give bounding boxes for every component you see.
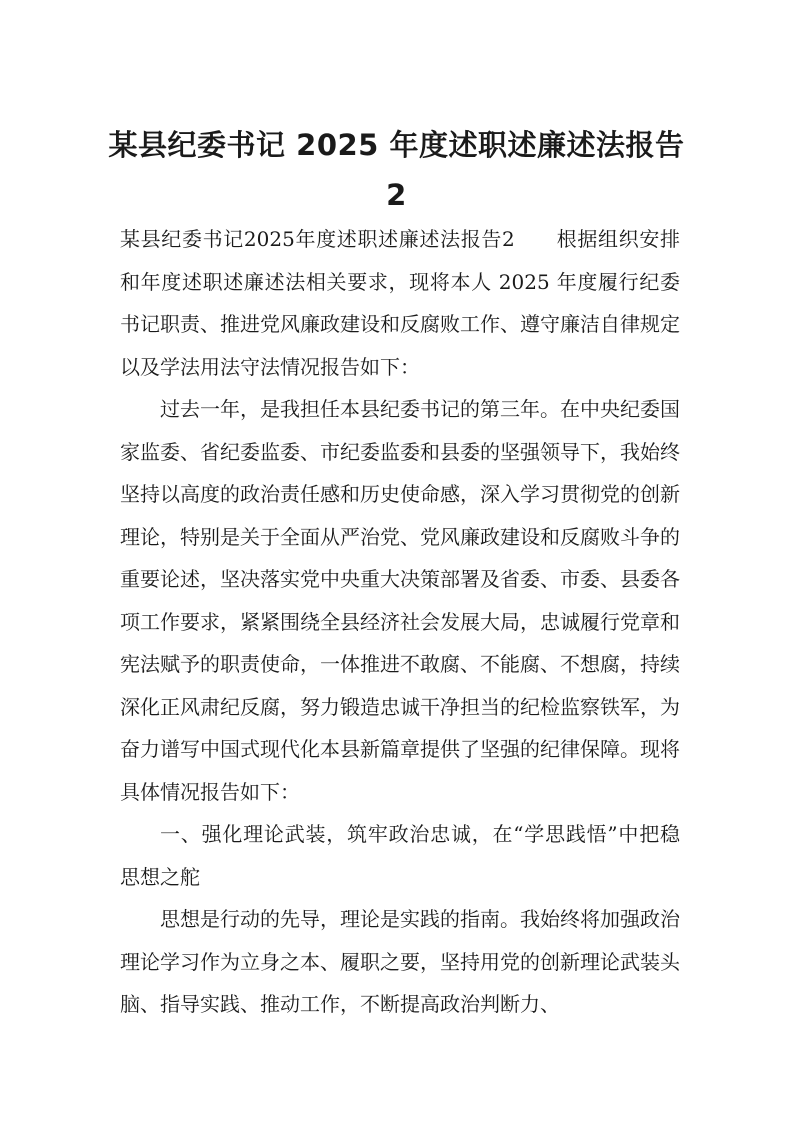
section-heading-1: 一、强化理论武装，筑牢政治忠诚，在“学思践悟”中把稳思想之舵 <box>120 822 680 889</box>
paragraph-section-1: 思想是行动的先导，理论是实践的指南。我始终将加强政治理论学习作为立身之本、履职之要，坚持用党的创新理论武装头脑、指导实践、推动工作，不断提高政治判断力、 <box>120 907 680 1016</box>
paragraph-overview: 过去一年，是我担任本县纪委书记的第三年。在中央纪委国家监委、省纪委监委、市纪委监委和县委的坚强领导下，我始终坚持以高度的政治责任感和历史使命感，深入学习贯彻党的创新理论，特别是关于全面从严治党、党风廉政建设和反腐败斗争的重要论述，坚决落实党中央重大决策部署及省委、市委、县委各项工作要求，紧紧围绕全县经济社会发展大局，忠诚履行党章和宪法赋予的职责使命，一体推进不敢腐、不能腐、不想腐，持续深化正风肃纪反腐，努力锻造忠诚干净担当的纪检监察铁军，为奋力谱写中国式现代化本县新篇章提供了坚强的纪律保障。现将具体情况报告如下： <box>120 397 680 804</box>
paragraph-intro: 某县纪委书记2025年度述职述廉述法报告2 根据组织安排和年度述职述廉述法相关要求，现将本人 2025 年度履行纪委书记职责、推进党风廉政建设和反腐败工作、遵守廉洁自律规定以及学法用法守法情况报告如下： <box>120 227 680 379</box>
document-title: 某县纪委书记 2025 年度述职述廉述法报告 <box>108 128 685 162</box>
document-body <box>120 218 680 1026</box>
document-title-continued: 2 <box>386 178 407 212</box>
